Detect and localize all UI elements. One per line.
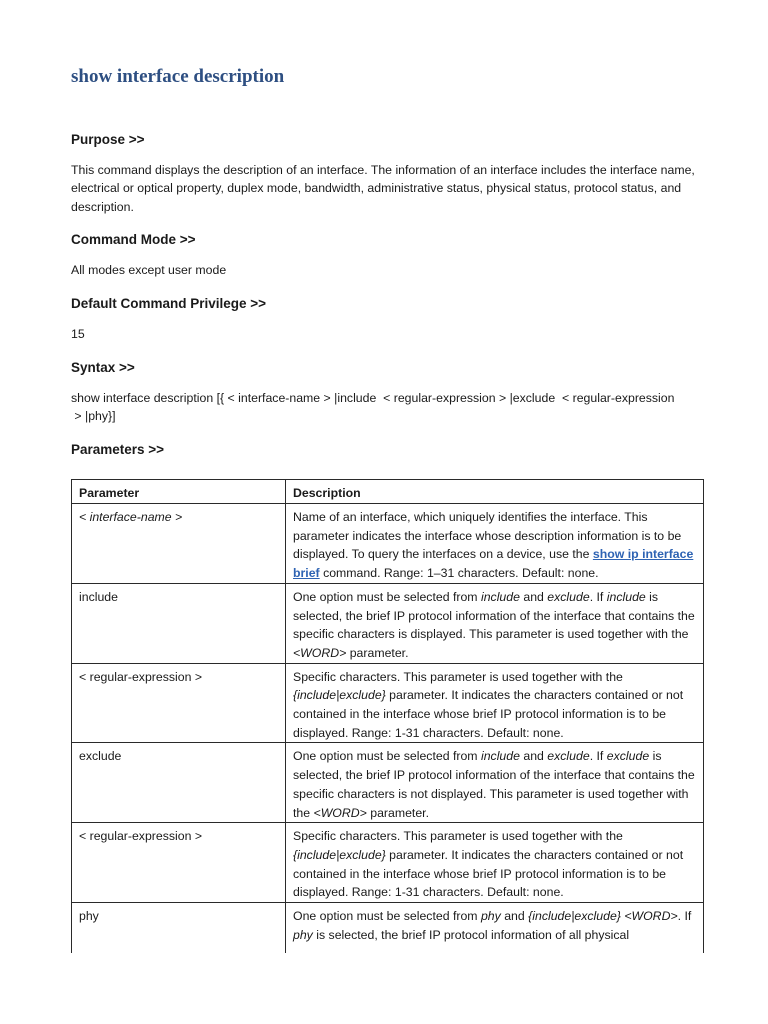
italic-term: exclude (547, 749, 590, 764)
default-privilege-heading: Default Command Privilege >> (71, 296, 267, 311)
table-row (72, 823, 704, 903)
description-text: One option must be selected from (293, 589, 481, 604)
italic-term: <WORD> (313, 805, 367, 820)
italic-term: include (606, 589, 646, 604)
default-privilege-text: 15 (71, 327, 85, 341)
description-text: and (500, 909, 529, 924)
param-cell: phy (72, 903, 286, 954)
parameters-heading: Parameters >> (71, 442, 165, 457)
description-text: . If (589, 749, 607, 764)
description-text: . If (677, 909, 692, 924)
description-text: One option must be selected from (293, 909, 481, 924)
italic-term: <WORD> (293, 645, 347, 660)
purpose-text: This command displays the description of an interface. The information of an interface includes the interface name, electrical or optical property, duplex mode, bandwidth, administrative status, physical status, protocol status, and description. (71, 163, 695, 214)
purpose-heading: Purpose >> (71, 132, 145, 147)
description-text: and (519, 589, 548, 604)
italic-term: include (480, 749, 520, 764)
italic-term: include (480, 589, 520, 604)
param-cell: < regular-expression > (72, 663, 286, 743)
param-cell: < regular-expression > (72, 823, 286, 903)
description-text: parameter. It indicates the characters contained or not contained in the interface whose brief IP protocol information is to be displayed. Range: 1-31 characters. Default: none. (293, 847, 684, 900)
syntax-line-1: show interface description [{ < interface-name > |include < regular-expression > |exclude < regular-expression (71, 391, 675, 405)
table-row (72, 903, 704, 954)
italic-term: exclude (606, 749, 650, 764)
description-text: Specific characters. This parameter is used together with the (293, 829, 623, 844)
description-cell (286, 903, 704, 954)
description-text: Specific characters. This parameter is used together with the (293, 669, 623, 684)
command-mode-heading: Command Mode >> (71, 232, 196, 247)
description-text: . If (589, 589, 607, 604)
table-row (72, 583, 704, 663)
description-cell (286, 663, 704, 743)
description-text: is selected, the brief IP protocol information of all physical (312, 927, 630, 942)
description-text: and (519, 749, 548, 764)
table-row (72, 663, 704, 743)
description-text: parameter. (366, 805, 430, 820)
column-header-description: Description (286, 480, 704, 504)
description-text: is selected, the brief IP protocol information of the interface that contains the specific characters is not displayed. This parameter is used together with the (293, 749, 695, 820)
page-title: show interface description (71, 66, 285, 87)
italic-term: {include|exclude} (293, 847, 386, 862)
description-cell (286, 583, 704, 663)
description-cell (286, 823, 704, 903)
description-text: Name of an interface, which uniquely identifies the interface. This parameter indicates the interface whose description information is to be displayed. To query the interfaces on a device, use the (293, 510, 682, 562)
description-text: parameter. (346, 645, 409, 660)
italic-term: {include|exclude} (293, 688, 386, 703)
italic-term: {include|exclude} <WORD> (528, 909, 678, 924)
italic-term: phy (293, 927, 313, 942)
table-row (72, 743, 704, 823)
description-cell (286, 504, 704, 584)
param-cell (72, 504, 286, 584)
description-text: One option must be selected from (293, 749, 481, 764)
italic-term: phy (480, 909, 501, 924)
param-cell: exclude (72, 743, 286, 823)
syntax-line-2: > |phy}] (71, 409, 116, 424)
description-text: is selected, the brief IP protocol information of the interface that contains the specific characters is displayed. This parameter is used together with the (293, 589, 695, 642)
parameters-table (71, 479, 704, 953)
description-cell (286, 743, 704, 823)
show-ip-interface-brief-link[interactable]: show ip interface brief (293, 547, 694, 581)
param-name: < interface-name > (79, 510, 183, 524)
description-text: command. Range: 1–31 characters. Default: none. (319, 566, 599, 581)
syntax-text (71, 389, 703, 426)
description-text: parameter. It indicates the characters contained or not contained in the interface whose brief IP protocol information is to be displayed. Range: 1-31 characters. Default: none. (293, 688, 684, 740)
param-cell: include (72, 583, 286, 663)
italic-term: exclude (547, 589, 590, 604)
column-header-parameter: Parameter (72, 480, 286, 504)
table-header-row (72, 480, 704, 504)
syntax-heading: Syntax >> (71, 360, 135, 375)
table-row (72, 504, 704, 584)
command-mode-text: All modes except user mode (71, 263, 227, 277)
